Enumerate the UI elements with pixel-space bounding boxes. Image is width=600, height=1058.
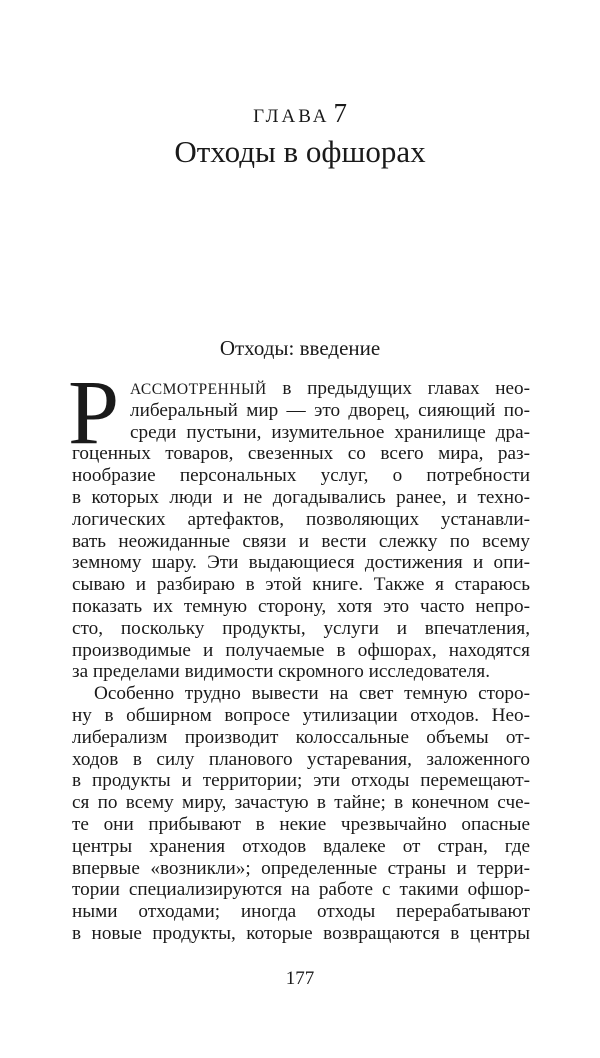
text-line: за пределами видимости скромного исследователя.	[72, 661, 491, 683]
text-line: тории специализируются на работе с такими офшор-	[72, 879, 530, 901]
text-line: вать неожиданные связи и вести слежку по всему	[72, 530, 530, 552]
text-line: ными отходами; иногда отходы перерабатывают	[72, 901, 530, 923]
body-text	[68, 361, 530, 945]
text-line: в продукты и территории; эти отходы перемещают-	[72, 770, 530, 792]
text-line: показать их темную сторону, хотя это часто непро-	[72, 595, 530, 617]
text-line: земному шару. Эти выдающиеся достижения и опи-	[72, 552, 530, 574]
chapter-title: Отходы в офшорах	[174, 134, 426, 169]
text-line: ся по всему миру, зачастую в тайне; в конечном сче-	[72, 792, 530, 814]
chapter-label	[0, 98, 600, 129]
drop-cap: Р	[68, 361, 120, 463]
text-line: сто, поскольку продукты, услуги и впечатления,	[72, 617, 530, 639]
text-line: те они прибывают в некие чрезвычайно опасные	[72, 813, 530, 835]
text-line: ходов в силу планового устаревания, заложенного	[72, 748, 530, 770]
text-line: впервые «возникли»; определенные страны и терри-	[72, 857, 530, 879]
text-line: в которых люди и не догадывались ранее, и техно-	[72, 486, 530, 508]
paragraph-1	[72, 378, 530, 683]
text-line: логических артефактов, позволяющих устанавли-	[72, 508, 530, 530]
text-fragment: в предыдущих главах нео-	[266, 378, 530, 399]
paragraph-2	[72, 683, 530, 945]
text-line: гоценных товаров, свезенных со всего мира, раз-	[72, 443, 530, 465]
text-line: центры хранения отходов вдалеке от стран, где	[72, 835, 530, 857]
text-line: Особенно трудно вывести на свет темную сторо-	[94, 683, 530, 705]
text-line: в новые продукты, которые возвращаются в центры	[72, 922, 530, 944]
page-number: 177	[285, 968, 315, 989]
chapter-number: 7	[333, 98, 347, 128]
text-line: ну в обширном вопросе утилизации отходов. Нео-	[72, 704, 530, 726]
chapter-word: ГЛАВА	[253, 106, 330, 127]
text-line	[72, 378, 530, 400]
text-line: либеральный мир — это дворец, сияющий по-	[130, 399, 530, 421]
section-heading: Отходы: введение	[219, 336, 381, 360]
text-line: сываю и разбираю в этой книге. Также я стараюсь	[72, 574, 530, 596]
small-caps-word: АССМОТРЕННЫЙ	[130, 381, 267, 398]
text-line: нообразие персональных услуг, о потребности	[72, 465, 530, 487]
text-line: среди пустыни, изумительное хранилище дра-	[130, 421, 530, 443]
text-line: либерализм производит колоссальные объемы от-	[72, 726, 530, 748]
text-line: производимые и получаемые в офшорах, находятся	[72, 639, 530, 661]
